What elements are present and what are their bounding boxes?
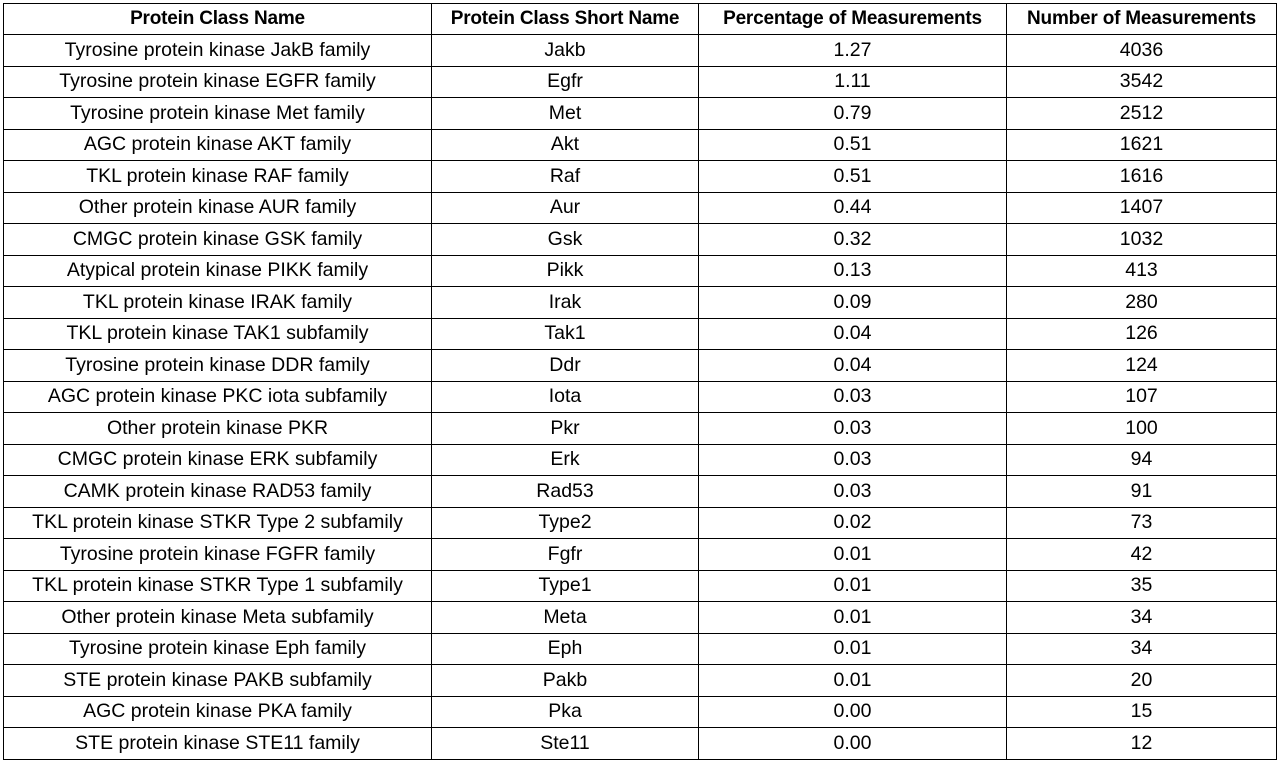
- short-name-cell: Iota: [432, 381, 699, 413]
- short-name-cell: Met: [432, 98, 699, 130]
- short-name-cell: Erk: [432, 444, 699, 476]
- protein-class-name-cell: Other protein kinase AUR family: [4, 192, 432, 224]
- protein-class-name-cell: TKL protein kinase STKR Type 1 subfamily: [4, 570, 432, 602]
- short-name-cell: Jakb: [432, 35, 699, 67]
- protein-class-name-cell: Tyrosine protein kinase Eph family: [4, 633, 432, 665]
- protein-class-name-cell: TKL protein kinase TAK1 subfamily: [4, 318, 432, 350]
- count-cell: 2512: [1007, 98, 1277, 130]
- protein-class-name-cell: Tyrosine protein kinase JakB family: [4, 35, 432, 67]
- header-percentage-of-measurements: Percentage of Measurements: [699, 4, 1007, 35]
- protein-class-name-cell: AGC protein kinase PKC iota subfamily: [4, 381, 432, 413]
- count-cell: 12: [1007, 728, 1277, 760]
- percentage-cell: 0.79: [699, 98, 1007, 130]
- protein-class-name-cell: CMGC protein kinase ERK subfamily: [4, 444, 432, 476]
- percentage-cell: 0.03: [699, 413, 1007, 445]
- short-name-cell: Rad53: [432, 476, 699, 508]
- percentage-cell: 0.01: [699, 633, 1007, 665]
- percentage-cell: 1.11: [699, 66, 1007, 98]
- short-name-cell: Eph: [432, 633, 699, 665]
- count-cell: 15: [1007, 696, 1277, 728]
- table-row: [4, 476, 1277, 508]
- percentage-cell: 0.13: [699, 255, 1007, 287]
- table-row: [4, 129, 1277, 161]
- table-body: [4, 35, 1277, 760]
- table-row: [4, 318, 1277, 350]
- header-protein-class-short-name: Protein Class Short Name: [432, 4, 699, 35]
- table-row: [4, 255, 1277, 287]
- protein-class-name-cell: TKL protein kinase STKR Type 2 subfamily: [4, 507, 432, 539]
- percentage-cell: 0.03: [699, 444, 1007, 476]
- protein-class-name-cell: AGC protein kinase PKA family: [4, 696, 432, 728]
- table-row: [4, 728, 1277, 760]
- short-name-cell: Irak: [432, 287, 699, 319]
- protein-class-name-cell: TKL protein kinase RAF family: [4, 161, 432, 193]
- percentage-cell: 1.27: [699, 35, 1007, 67]
- protein-class-name-cell: Tyrosine protein kinase FGFR family: [4, 539, 432, 571]
- short-name-cell: Pkr: [432, 413, 699, 445]
- percentage-cell: 0.04: [699, 318, 1007, 350]
- short-name-cell: Type2: [432, 507, 699, 539]
- short-name-cell: Akt: [432, 129, 699, 161]
- count-cell: 413: [1007, 255, 1277, 287]
- protein-class-name-cell: CMGC protein kinase GSK family: [4, 224, 432, 256]
- table-row: [4, 602, 1277, 634]
- short-name-cell: Pikk: [432, 255, 699, 287]
- short-name-cell: Pka: [432, 696, 699, 728]
- protein-class-name-cell: CAMK protein kinase RAD53 family: [4, 476, 432, 508]
- short-name-cell: Tak1: [432, 318, 699, 350]
- protein-class-name-cell: STE protein kinase PAKB subfamily: [4, 665, 432, 697]
- count-cell: 94: [1007, 444, 1277, 476]
- short-name-cell: Fgfr: [432, 539, 699, 571]
- short-name-cell: Egfr: [432, 66, 699, 98]
- table-row: [4, 570, 1277, 602]
- header-row: [4, 4, 1277, 35]
- protein-class-name-cell: Tyrosine protein kinase EGFR family: [4, 66, 432, 98]
- count-cell: 1621: [1007, 129, 1277, 161]
- table-row: [4, 287, 1277, 319]
- short-name-cell: Pakb: [432, 665, 699, 697]
- protein-class-name-cell: Tyrosine protein kinase Met family: [4, 98, 432, 130]
- percentage-cell: 0.00: [699, 696, 1007, 728]
- header-number-of-measurements: Number of Measurements: [1007, 4, 1277, 35]
- table-row: [4, 161, 1277, 193]
- count-cell: 34: [1007, 602, 1277, 634]
- count-cell: 35: [1007, 570, 1277, 602]
- table-row: [4, 381, 1277, 413]
- protein-class-name-cell: Tyrosine protein kinase DDR family: [4, 350, 432, 382]
- short-name-cell: Gsk: [432, 224, 699, 256]
- header-protein-class-name: Protein Class Name: [4, 4, 432, 35]
- percentage-cell: 0.01: [699, 539, 1007, 571]
- table-row: [4, 192, 1277, 224]
- table-row: [4, 444, 1277, 476]
- percentage-cell: 0.03: [699, 476, 1007, 508]
- short-name-cell: Aur: [432, 192, 699, 224]
- count-cell: 91: [1007, 476, 1277, 508]
- table-header: [4, 4, 1277, 35]
- table-row: [4, 507, 1277, 539]
- percentage-cell: 0.32: [699, 224, 1007, 256]
- count-cell: 4036: [1007, 35, 1277, 67]
- table-row: [4, 633, 1277, 665]
- table-row: [4, 696, 1277, 728]
- count-cell: 124: [1007, 350, 1277, 382]
- table-row: [4, 350, 1277, 382]
- protein-class-name-cell: Other protein kinase PKR: [4, 413, 432, 445]
- percentage-cell: 0.09: [699, 287, 1007, 319]
- short-name-cell: Ddr: [432, 350, 699, 382]
- count-cell: 73: [1007, 507, 1277, 539]
- count-cell: 1032: [1007, 224, 1277, 256]
- protein-class-name-cell: AGC protein kinase AKT family: [4, 129, 432, 161]
- percentage-cell: 0.03: [699, 381, 1007, 413]
- protein-class-name-cell: TKL protein kinase IRAK family: [4, 287, 432, 319]
- table-row: [4, 539, 1277, 571]
- protein-class-name-cell: Other protein kinase Meta subfamily: [4, 602, 432, 634]
- count-cell: 34: [1007, 633, 1277, 665]
- protein-class-table-container: [3, 3, 1277, 760]
- protein-class-table: [3, 3, 1277, 760]
- short-name-cell: Raf: [432, 161, 699, 193]
- percentage-cell: 0.00: [699, 728, 1007, 760]
- percentage-cell: 0.01: [699, 570, 1007, 602]
- percentage-cell: 0.44: [699, 192, 1007, 224]
- count-cell: 280: [1007, 287, 1277, 319]
- count-cell: 20: [1007, 665, 1277, 697]
- percentage-cell: 0.51: [699, 129, 1007, 161]
- count-cell: 126: [1007, 318, 1277, 350]
- table-row: [4, 98, 1277, 130]
- count-cell: 42: [1007, 539, 1277, 571]
- protein-class-name-cell: Atypical protein kinase PIKK family: [4, 255, 432, 287]
- short-name-cell: Meta: [432, 602, 699, 634]
- count-cell: 3542: [1007, 66, 1277, 98]
- protein-class-name-cell: STE protein kinase STE11 family: [4, 728, 432, 760]
- count-cell: 100: [1007, 413, 1277, 445]
- count-cell: 107: [1007, 381, 1277, 413]
- short-name-cell: Type1: [432, 570, 699, 602]
- count-cell: 1407: [1007, 192, 1277, 224]
- table-row: [4, 35, 1277, 67]
- short-name-cell: Ste11: [432, 728, 699, 760]
- percentage-cell: 0.04: [699, 350, 1007, 382]
- percentage-cell: 0.01: [699, 665, 1007, 697]
- table-row: [4, 66, 1277, 98]
- percentage-cell: 0.51: [699, 161, 1007, 193]
- count-cell: 1616: [1007, 161, 1277, 193]
- table-row: [4, 224, 1277, 256]
- table-row: [4, 665, 1277, 697]
- table-row: [4, 413, 1277, 445]
- percentage-cell: 0.01: [699, 602, 1007, 634]
- percentage-cell: 0.02: [699, 507, 1007, 539]
